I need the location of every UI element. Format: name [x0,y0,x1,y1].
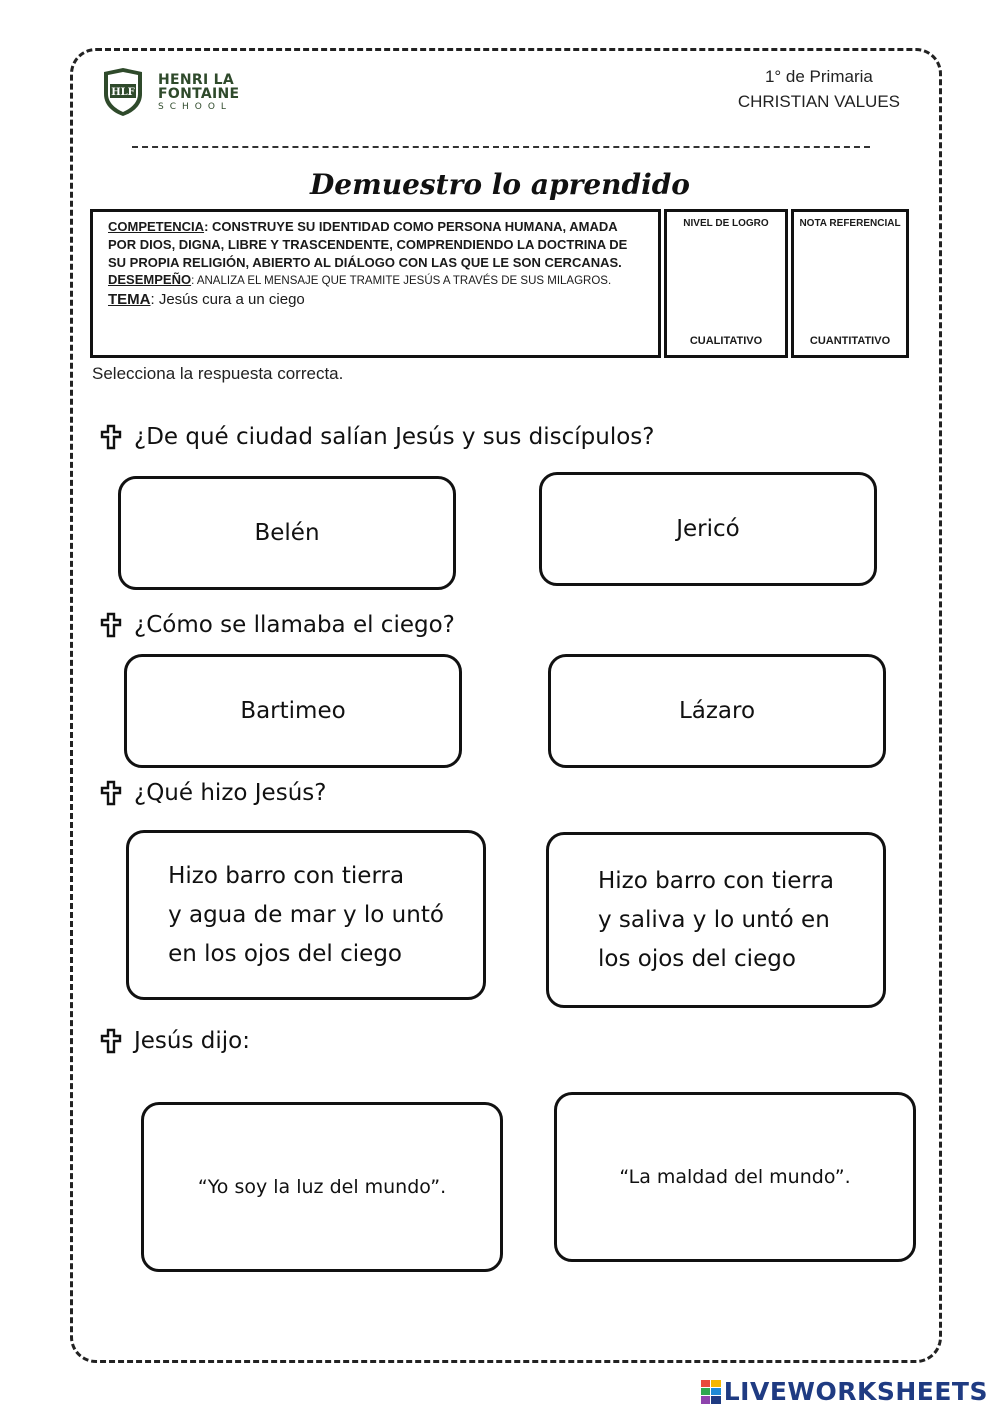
q4-option-maldad-del-mundo[interactable] [554,1092,916,1262]
question-3-text: ¿Qué hizo Jesús? [134,780,327,806]
shield-icon [98,66,148,118]
cross-icon [100,780,122,806]
question-1 [100,424,654,450]
desempeno [108,272,644,289]
nota-footer: CUANTITATIVO [809,335,891,347]
q2-option-lazaro[interactable] [548,654,886,768]
nota-referencial-box [791,209,909,358]
competency-box [90,209,661,358]
q2-option-bartimeo[interactable] [124,654,462,768]
cross-icon [100,612,122,638]
q1-option-belen[interactable] [118,476,456,590]
header-divider [132,146,870,148]
question-4-text: Jesús dijo: [134,1028,250,1054]
q3-option-saliva[interactable] [546,832,886,1008]
competencia-label: COMPETENCIA [108,219,205,234]
option-label: Bartimeo [240,697,346,724]
nivel-de-logro-box [664,209,788,358]
question-4 [100,1028,250,1054]
instruction-text: Selecciona la respuesta correcta. [92,364,344,383]
option-label: “La maldad del mundo”. [619,1165,851,1188]
school-sub: SCHOOL [158,101,232,112]
subject-label: CHRISTIAN VALUES [737,92,900,111]
nivel-header: NIVEL DE LOGRO [683,218,769,229]
school-name-line2: FONTAINE [158,85,240,102]
logo-initials: HLF [111,87,135,98]
nota-header: NOTA REFERENCIAL [799,218,901,229]
liveworksheets-icon [701,1380,721,1404]
option-label: Belén [254,519,320,546]
competencia [108,218,644,272]
option-label: Lázaro [678,697,756,724]
course-info [738,64,900,114]
page-title: Demuestro lo aprendido [310,168,690,201]
nivel-footer: CUALITATIVO [689,335,763,347]
liveworksheets-logo [701,1377,988,1406]
question-1-text: ¿De qué ciudad salían Jesús y sus discípulos? [134,424,655,450]
tema-label: TEMA [108,291,151,308]
grade-label: 1° de Primaria [764,67,873,86]
q3-option-agua-de-mar[interactable] [126,830,486,1000]
q4-option-luz-del-mundo[interactable] [141,1102,503,1272]
competencia-text: : CONSTRUYE SU IDENTIDAD COMO PERSONA HUMANA, AMADA POR DIOS, DIGNA, LIBRE Y TRASCENDENTE, COMPRENDIENDO LA DOCTRINA DE SU PROPIA RELIGIÓN, ABIERTO AL DIÁLOGO CON LAS QUE LE SON CERCANAS. [108,219,628,270]
tema-text: : Jesús cura a un ciego [150,291,305,308]
desempeno-label: DESEMPEÑO [108,272,192,287]
q1-option-jerico[interactable] [539,472,877,586]
desempeno-text: : ANALIZA EL MENSAJE QUE TRAMITE JESÚS A TRAVÉS DE SUS MILAGROS. [191,275,612,287]
cross-icon [100,424,122,450]
option-label: Jericó [676,515,740,542]
brand-text: LIVEWORKSHEETS [723,1377,988,1406]
option-label: Hizo barro con tierra y agua de mar y lo untó en los ojos del ciego [168,862,444,967]
school-logo [98,66,239,118]
option-label: Hizo barro con tierra y saliva y lo untó en los ojos del ciego [598,867,834,972]
tema [108,291,644,309]
option-label: “Yo soy la luz del mundo”. [197,1175,447,1198]
question-3 [100,780,326,806]
cross-icon [100,1028,122,1054]
school-name-line1: HENRI LA [158,71,235,88]
question-2-text: ¿Cómo se llamaba el ciego? [134,612,455,638]
question-2 [100,612,455,638]
